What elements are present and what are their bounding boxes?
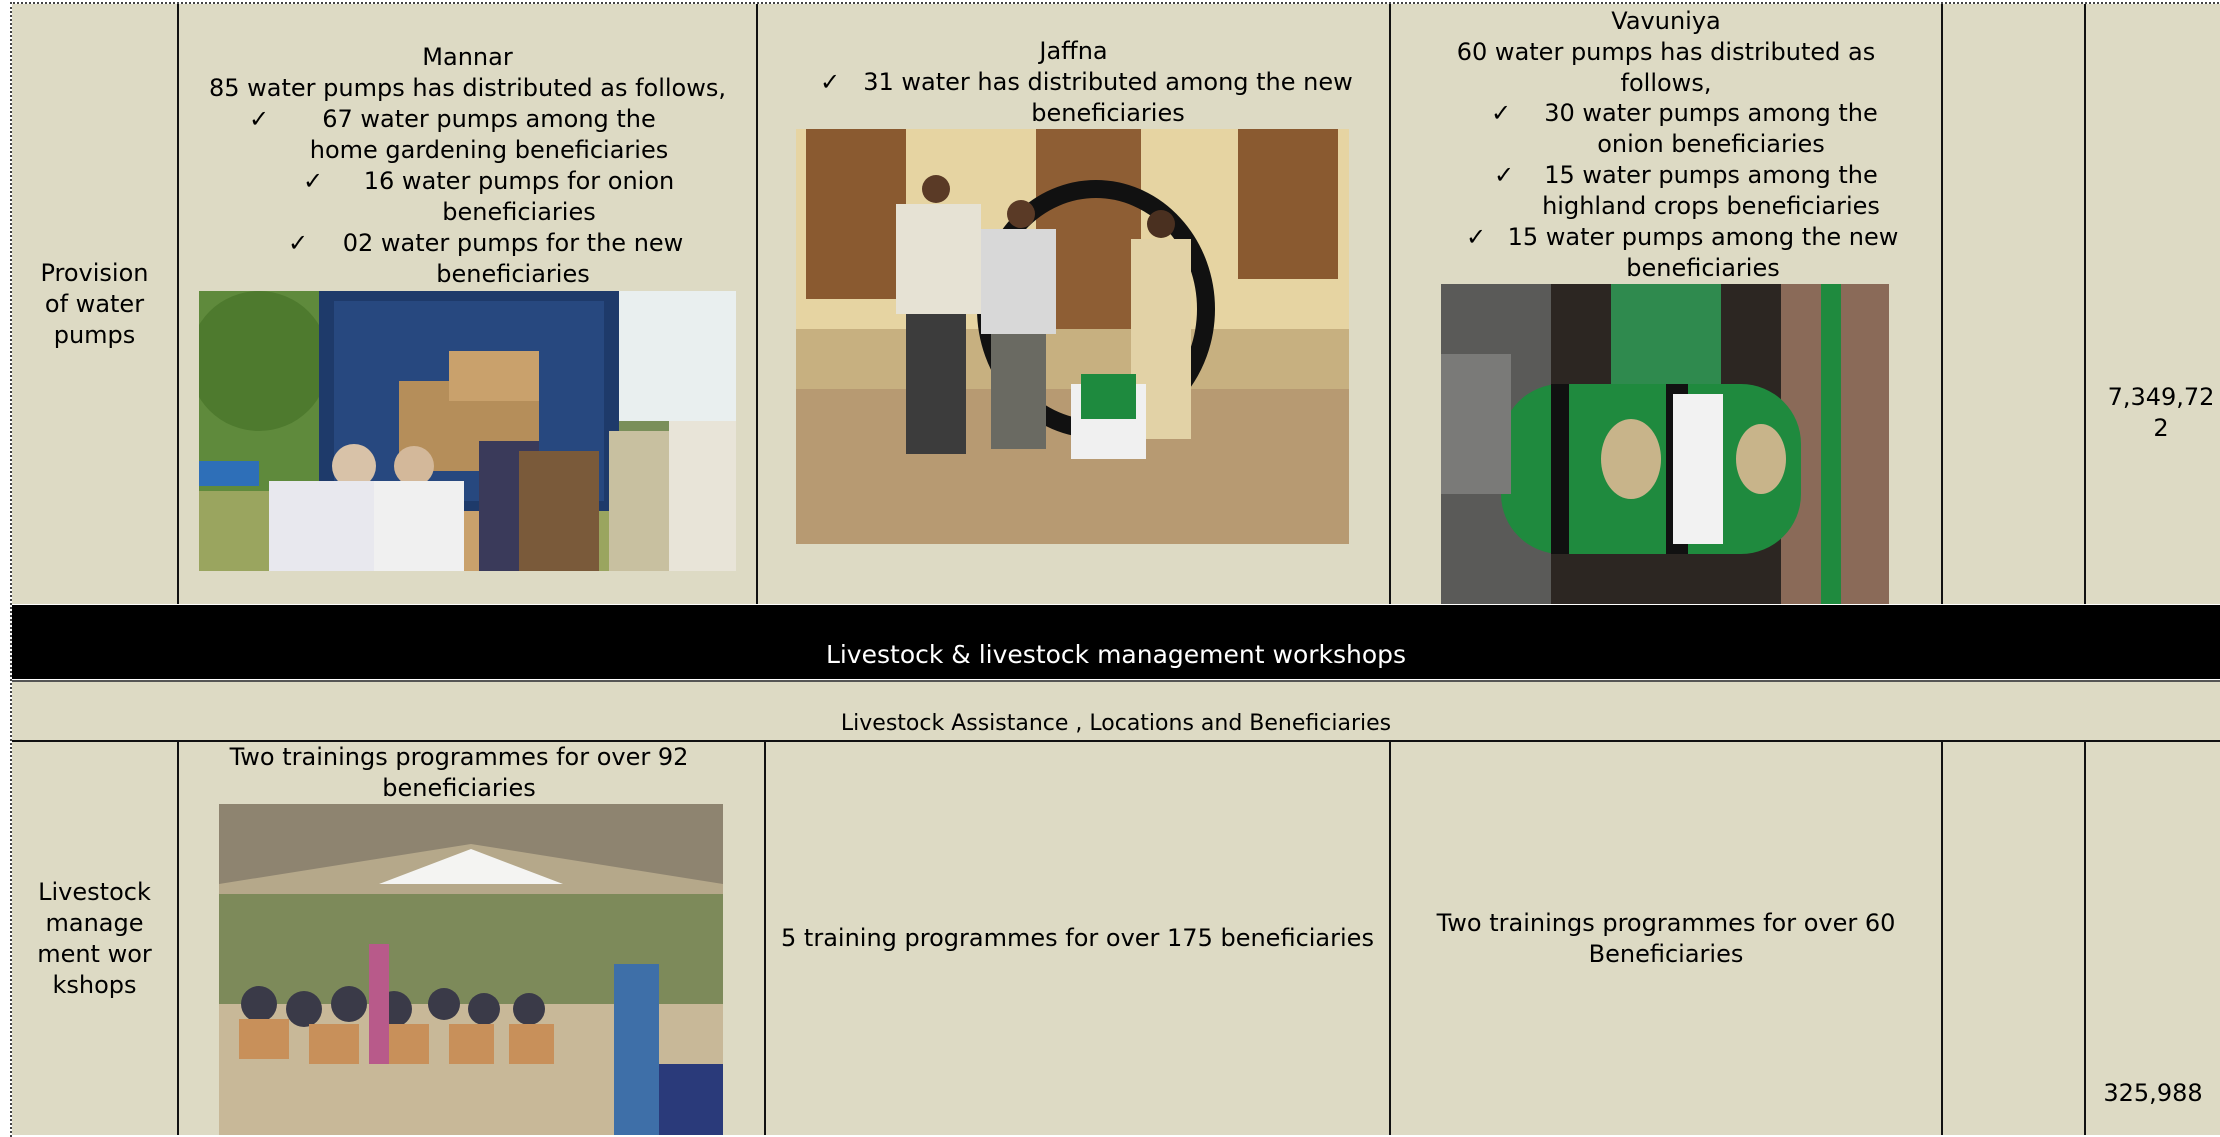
section-title: Livestock & livestock management workshops [825,640,1407,669]
vavuniya-item-1-text: 30 water pumps among the onion beneficiaries [1544,99,1878,158]
mannar-item-2-text: 16 water pumps for onion beneficiaries [363,167,675,226]
check-icon: ✓ [288,229,309,257]
check-icon: ✓ [1491,99,1512,127]
grid-line [1389,742,1391,1135]
row1-amount-cell [2086,4,2220,604]
mannar-item-3-text: 02 water pumps for the new beneficiaries [342,229,684,288]
grid-line [177,742,179,1135]
subsection-title: Livestock Assistance , Locations and Beneficiaries [840,711,1392,736]
check-icon: ✓ [1494,161,1515,189]
jaffna-cell [758,4,1389,604]
grid-line [764,742,766,1135]
workshop-tent-photo [219,804,723,1135]
mannar-intro: 85 water pumps has distributed as follows, [208,74,726,102]
section-banner [12,605,2220,679]
row2-amount: 325,988 [2103,1079,2203,1107]
row2-vavuniya-cell [1391,742,1941,1135]
vavuniya-item-3-text: 15 water pumps among the new beneficiaries [1507,223,1899,282]
grid-line [177,4,179,604]
row2-label: Livestock management workshops [37,877,152,999]
grid-line [1941,742,1943,1135]
grid-line [756,4,758,604]
grid-line [2084,742,2086,1135]
truck-distribution-photo [199,291,736,571]
vavuniya-item-2-text: 15 water pumps among the highland crops beneficiaries [1542,161,1880,220]
green-water-pump-photo [1441,284,1889,604]
grid-line [1941,4,1943,604]
grid-line [1389,4,1391,604]
mannar-title: Mannar [422,43,513,71]
row1-amount: 7,349,722 [2107,383,2215,442]
subsection-banner [12,682,2220,740]
row1-label-cell [12,4,177,604]
check-icon: ✓ [303,167,324,195]
row1-empty-cell [1943,4,2084,604]
row2-mannar-cell [179,742,764,1135]
jaffna-item-1-text: 31 water has distributed among the new beneficiaries [863,68,1353,127]
row2-mannar-text: Two trainings programmes for over 92 beneficiaries [229,743,689,802]
row2-vavuniya-text: Two trainings programmes for over 60 Beneficiaries [1436,908,1896,968]
row2-jaffna-text: 5 training programmes for over 175 beneficiaries [781,924,1374,952]
row2-label-cell [12,742,177,1135]
row1-label: Provision of water pumps [40,258,149,349]
mannar-cell [179,4,756,604]
grid-line [2084,4,2086,604]
check-icon: ✓ [820,68,841,96]
row2-empty-cell [1943,742,2084,1135]
check-icon: ✓ [1466,223,1487,251]
grid-line [12,740,2220,742]
grid-line [12,680,2220,682]
vavuniya-title: Vavuniya [1611,7,1721,35]
three-people-with-pump-photo [796,129,1349,544]
jaffna-title: Jaffna [1039,37,1108,65]
vavuniya-cell [1391,4,1941,604]
row2-jaffna-cell [766,742,1389,1135]
mannar-item-1-text: 67 water pumps among the home gardening beneficiaries [309,105,669,164]
row2-amount-cell [2086,742,2220,1135]
check-icon: ✓ [249,105,270,133]
vavuniya-intro: 60 water pumps has distributed as follows, [1456,38,1876,97]
